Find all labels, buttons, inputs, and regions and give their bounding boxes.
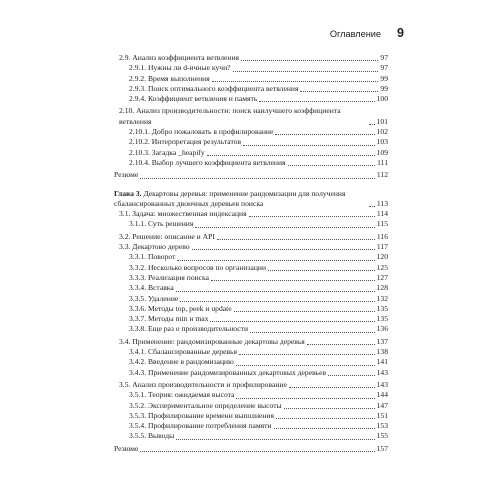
toc-entry-text: 2.10. Анализ производительности: поиск наилучшего коэффициента ветвления — [119, 106, 341, 126]
toc-entry-text: Декартовы деревья: применение рандомизации для получения сбалансированных двоичных деревьев поиска — [114, 188, 346, 208]
toc-entry-title — [114, 444, 138, 454]
toc-page-number: 102 — [376, 127, 388, 137]
toc-entry-title — [129, 294, 178, 304]
toc-entry — [114, 421, 388, 431]
dot-leader — [177, 260, 374, 261]
toc-entry-text: 2.9. Анализ коэффициента ветвления — [119, 53, 240, 62]
dot-leader — [234, 311, 375, 312]
toc-entry-title — [129, 74, 210, 84]
toc-entry-title — [129, 304, 232, 314]
toc-page-number: 127 — [376, 272, 388, 282]
header-page-number: 9 — [397, 26, 404, 40]
dot-leader — [241, 60, 378, 61]
toc-entry-title — [129, 390, 234, 400]
toc-entry — [114, 53, 388, 63]
dot-leader — [259, 101, 374, 102]
toc-entry — [114, 94, 388, 104]
toc-entry-text: 3.4.1. Сбалансированные деревья — [129, 347, 237, 357]
toc-page-number: 128 — [376, 283, 388, 293]
toc-entry-text: 3.5.2. Экспериментальное определение высоты — [129, 400, 282, 410]
toc-entry-text: 3.5.1. Теория: ожидаемая высота — [129, 390, 235, 400]
toc-page-number: 143 — [376, 367, 388, 377]
toc-entry-text: 3.5.3. Профилирование времени выполнения — [129, 410, 274, 420]
toc-page-number: 147 — [376, 400, 388, 410]
toc-entry-text: 3.3.8. Еще раз о производительности — [129, 324, 249, 334]
toc-entry-text: 2.10.1. Добро пожаловать в профилирование — [129, 127, 274, 137]
toc-entry-text: 3.3.5. Удаление — [129, 293, 179, 303]
toc-entry-title — [129, 411, 274, 421]
toc-entry-title — [129, 137, 241, 147]
toc-entry-title — [129, 401, 282, 411]
dot-leader — [176, 439, 374, 440]
toc-page-number: 99 — [380, 73, 388, 83]
toc-page-number: 116 — [376, 231, 388, 241]
toc-entry-text: 3.4.2. Введение в рандомизацию — [129, 357, 234, 367]
toc-entry-title — [129, 283, 174, 293]
dot-leader — [192, 249, 375, 250]
toc-entry-text: 3.4. Применение: рандомизированные декартовы деревья — [119, 336, 305, 346]
toc-entry — [114, 252, 388, 262]
toc-entry — [114, 242, 388, 252]
toc-entry-title — [129, 368, 326, 378]
toc-page-number: 115 — [376, 219, 388, 229]
toc-entry-text: Резюме — [114, 443, 139, 453]
toc-entry-title — [129, 357, 234, 367]
toc-page-number: 112 — [376, 170, 388, 180]
toc-entry-title — [119, 106, 367, 127]
toc-entry-text: 3.5. Анализ производительности и профилирование — [119, 379, 287, 389]
toc-entry-title — [114, 170, 138, 180]
toc-entry-title — [129, 314, 208, 324]
toc-page-number: 125 — [376, 262, 388, 272]
toc-entry-title — [129, 84, 298, 94]
toc-entry — [114, 294, 388, 304]
toc-entry — [114, 137, 388, 147]
dot-leader — [239, 354, 375, 355]
toc-entry-text: 3.5.5. Выводы — [129, 431, 175, 441]
toc-page-number: 137 — [376, 336, 388, 346]
toc-entry-title — [129, 127, 273, 137]
toc-entry — [114, 368, 388, 378]
dot-leader — [217, 239, 375, 240]
toc-entry-title — [129, 263, 266, 273]
toc-entry-title — [114, 189, 367, 210]
toc-entry — [114, 84, 388, 94]
toc-entry — [114, 189, 388, 210]
dot-leader — [210, 321, 374, 322]
toc-entry-title — [129, 158, 286, 168]
toc-entry — [114, 158, 388, 168]
toc-entry-title — [129, 252, 175, 262]
toc-entry-text: 2.9.3. Поиск оптимального коэффициента ветвления — [129, 83, 299, 93]
dot-leader — [233, 71, 379, 72]
toc-entry — [114, 347, 388, 357]
toc-entry — [114, 411, 388, 421]
dot-leader — [140, 178, 375, 179]
toc-entry — [114, 390, 388, 400]
toc-entry-title — [129, 219, 193, 229]
toc-entry-title — [129, 421, 272, 431]
dot-leader — [236, 365, 375, 366]
toc-entry — [114, 170, 388, 180]
toc-entry-text: 2.9.4. Коэффициент ветвления и память — [129, 94, 258, 104]
toc-entry-title — [119, 242, 190, 252]
toc-entry-text: 3.2. Решение: описание и API — [119, 231, 215, 241]
toc-page-number: 113 — [376, 198, 388, 208]
toc-page-number: 109 — [376, 147, 388, 157]
toc-entry — [114, 380, 388, 390]
table-of-contents — [114, 53, 388, 454]
toc-entry — [114, 431, 388, 441]
toc-entry-text: 3.3.6. Методы top, peek и update — [129, 303, 232, 313]
toc-page-number: 132 — [376, 293, 388, 303]
toc-entry-text: 3.3.7. Методы min и max — [129, 314, 209, 324]
toc-entry — [114, 314, 388, 324]
dot-leader — [300, 91, 378, 92]
toc-entry — [114, 444, 388, 454]
toc-page-number: 135 — [376, 303, 388, 313]
toc-entry-text: Резюме — [114, 170, 139, 180]
toc-entry — [114, 273, 388, 283]
dot-leader — [211, 280, 375, 281]
toc-entry — [114, 74, 388, 84]
toc-entry-text: 3.3.2. Несколько вопросов по организации — [129, 262, 267, 272]
toc-entry-text: 3.3. Декартово дерево — [119, 242, 190, 252]
running-header — [330, 26, 404, 40]
toc-page-number: 155 — [376, 431, 388, 441]
toc-entry-text: 3.4.3. Применение рандомизированных декартовых деревьев — [129, 367, 327, 377]
dot-leader — [176, 291, 375, 292]
toc-entry-text: 3.3.3. Реализация поиска — [129, 272, 209, 282]
toc-entry-title — [119, 53, 239, 63]
toc-entry-text: 2.9.2. Время выполнения — [129, 73, 210, 83]
toc-page-number: 120 — [376, 252, 388, 262]
toc-entry — [114, 357, 388, 367]
toc-entry — [114, 209, 388, 219]
toc-entry-title — [129, 273, 209, 283]
toc-page-number: 141 — [376, 357, 388, 367]
dot-leader — [328, 375, 375, 376]
toc-page-number: 136 — [376, 324, 388, 334]
dot-leader — [212, 81, 379, 82]
toc-entry-text: 2.9.1. Нужны ли d-ичные кучи? — [129, 63, 231, 73]
toc-page-number: 101 — [376, 116, 388, 126]
dot-leader — [268, 270, 375, 271]
toc-entry-title — [129, 148, 205, 158]
dot-leader — [195, 227, 375, 228]
dot-leader — [369, 124, 375, 125]
dot-leader — [250, 332, 375, 333]
toc-entry — [114, 401, 388, 411]
toc-page-number: 100 — [376, 94, 388, 104]
dot-leader — [284, 408, 375, 409]
toc-page-number: 97 — [380, 63, 388, 73]
toc-entry-title — [119, 380, 287, 390]
toc-entry-title — [119, 209, 247, 219]
toc-page-number: 157 — [376, 443, 388, 453]
dot-leader — [249, 216, 375, 217]
toc-entry-title — [119, 232, 215, 242]
dot-leader — [140, 451, 374, 452]
toc-entry — [114, 127, 388, 137]
dot-leader — [288, 165, 376, 166]
toc-entry-text: 2.10.2. Интерпретация результатов — [129, 137, 242, 147]
toc-entry-title — [129, 324, 248, 334]
toc-entry-text: 2.10.3. Загадка _heapify — [129, 147, 205, 157]
toc-entry — [114, 63, 388, 73]
toc-entry-title — [129, 94, 257, 104]
dot-leader — [289, 387, 375, 388]
dot-leader — [276, 418, 375, 419]
toc-entry-text: 3.5.4. Профилирование потребления памяти — [129, 421, 272, 431]
toc-entry — [114, 324, 388, 334]
toc-entry — [114, 232, 388, 242]
toc-entry — [114, 106, 388, 127]
toc-page-number: 143 — [376, 379, 388, 389]
toc-page-number: 153 — [376, 421, 388, 431]
toc-page-number: 151 — [376, 410, 388, 420]
toc-page-number: 144 — [376, 390, 388, 400]
toc-page-number: 135 — [376, 314, 388, 324]
toc-page-number: 114 — [376, 209, 388, 219]
toc-page-number: 97 — [380, 53, 388, 62]
toc-entry — [114, 304, 388, 314]
toc-entry-title — [119, 337, 305, 347]
dot-leader — [307, 344, 375, 345]
chapter-label: Глава 3. — [114, 188, 142, 198]
toc-entry — [114, 337, 388, 347]
header-title: Оглавление — [329, 29, 382, 39]
toc-page-number: 99 — [380, 83, 388, 93]
toc-page-number: 138 — [376, 347, 388, 357]
toc-entry-title — [129, 63, 231, 73]
dot-leader — [236, 398, 374, 399]
toc-page-number: 117 — [376, 242, 388, 252]
toc-entry — [114, 219, 388, 229]
toc-entry — [114, 283, 388, 293]
toc-entry-text: 3.3.4. Вставка — [129, 283, 174, 293]
dot-leader — [207, 155, 375, 156]
toc-page-number: 111 — [377, 157, 388, 167]
dot-leader — [275, 134, 374, 135]
toc-entry-text: 3.1.1. Суть решения — [129, 219, 194, 229]
toc-entry-text: 3.3.1. Поворот — [129, 252, 176, 262]
toc-entry-text: 3.1. Задача: множественная индексация — [119, 209, 247, 219]
toc-entry — [114, 148, 388, 158]
toc-entry-text: 2.10.4. Выбор лучшего коэффициента ветвления — [129, 157, 286, 167]
toc-entry-title — [129, 347, 237, 357]
dot-leader — [274, 428, 375, 429]
toc-entry — [114, 263, 388, 273]
dot-leader — [180, 301, 374, 302]
toc-entry-title — [129, 431, 174, 441]
toc-page-number: 103 — [376, 137, 388, 147]
dot-leader — [369, 206, 375, 207]
dot-leader — [243, 145, 375, 146]
